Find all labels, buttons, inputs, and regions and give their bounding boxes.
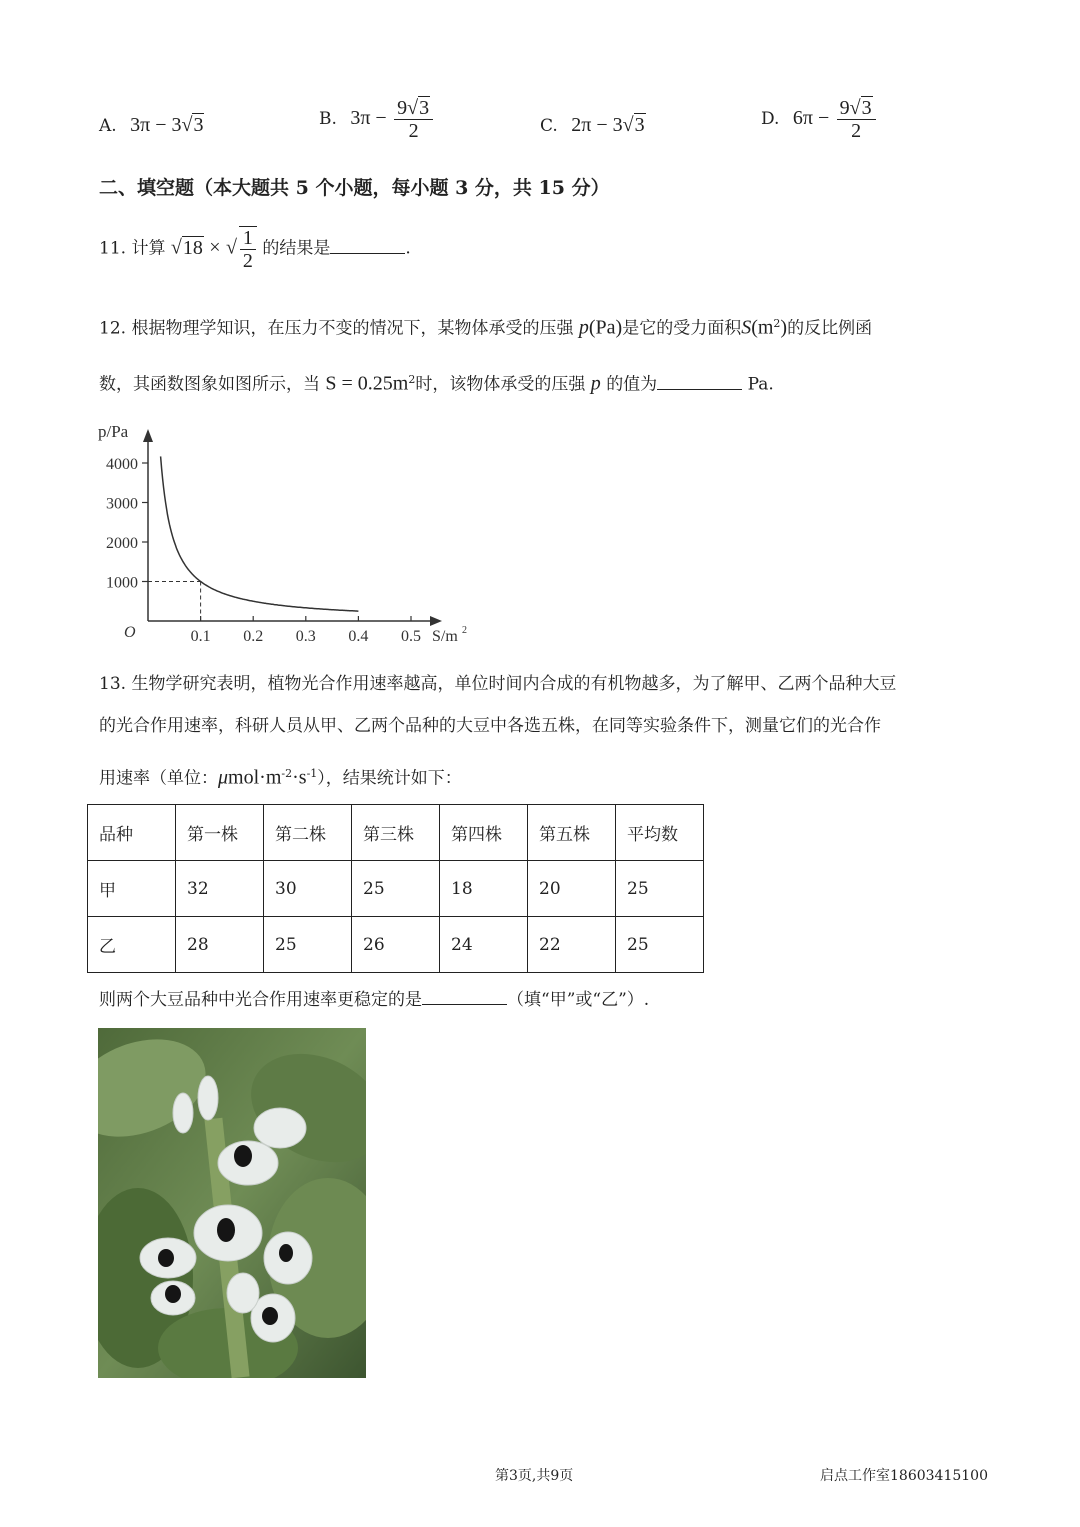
option-b-fraction: $\frac{9√3}{2}$	[394, 97, 433, 142]
table-cell: 22	[528, 917, 616, 973]
table-cell: 25	[352, 861, 440, 917]
question-11: 11. 计算 √18 × √ $\frac{1}{2}$ 的结果是 .	[99, 227, 411, 272]
y-axis-arrow	[143, 429, 153, 442]
option-b: B. 3π − $\frac{9√3}{2}$	[319, 97, 433, 142]
x-tick-label: 0.5	[401, 628, 421, 645]
y-tick-label: 4000	[106, 456, 138, 473]
table-header: 第四株	[440, 805, 528, 861]
table-cell: 25	[616, 917, 704, 973]
question-13-prompt: 则两个大豆品种中光合作用速率更稳定的是 （填“甲”或“乙”）.	[99, 990, 650, 1010]
table-header: 第一株	[176, 805, 264, 861]
table-header: 第五株	[528, 805, 616, 861]
table-row	[88, 917, 704, 973]
table-cell: 28	[176, 917, 264, 973]
y-tick-label: 2000	[106, 535, 138, 552]
table-header-row	[88, 805, 704, 861]
question-12-line-1: 12. 根据物理学知识，在压力不变的情况下，某物体承受的压强 p(Pa)是它的受力面积$S(m^2)$的反比例函	[99, 316, 873, 339]
question-12-line-2: 数，其函数图象如图所示，当 $S = 0.25m^2$时，该物体承受的压强 p 的值为 Pa.	[99, 372, 774, 395]
table-cell: 26	[352, 917, 440, 973]
table-cell: 甲	[88, 861, 176, 917]
y-axis-label: p/Pa	[98, 422, 129, 441]
table-cell: 20	[528, 861, 616, 917]
answer-blank-12[interactable]	[657, 389, 742, 390]
origin-label: O	[124, 624, 136, 641]
table-cell: 24	[440, 917, 528, 973]
table-cell: 25	[264, 917, 352, 973]
table-cell: 25	[616, 861, 704, 917]
question-13-line-1: 13. 生物学研究表明，植物光合作用速率越高，单位时间内合成的有机物越多，为了解甲、乙两个品种大豆	[99, 674, 897, 694]
studio-contact: 启点工作室18603415100	[820, 1468, 988, 1484]
table-header: 品种	[88, 805, 176, 861]
option-c: C. 2π − 3√3	[540, 114, 645, 136]
option-d: D. 6π − $\frac{9√3}{2}$	[761, 97, 876, 142]
y-tick-label: 3000	[106, 495, 138, 513]
question-13-line-3: 用速率（单位：$\mu mol\cdot m^{-2}\cdot s^{-1}$），结果统计如下：	[99, 766, 462, 789]
x-tick-label: 0.1	[190, 628, 211, 645]
answer-blank-11[interactable]	[330, 253, 405, 254]
table-cell: 30	[264, 861, 352, 917]
pressure-area-chart	[90, 415, 490, 650]
inverse-curve	[161, 456, 359, 611]
x-tick-label: 0.4	[348, 628, 369, 645]
page-number: 第3页,共9页	[495, 1468, 574, 1484]
table-cell: 32	[176, 861, 264, 917]
x-axis-label-superscript: 2	[462, 625, 467, 636]
table-header: 平均数	[616, 805, 704, 861]
x-axis-arrow	[430, 616, 442, 626]
y-tick-label: 1000	[106, 574, 138, 592]
x-axis-label: S/m	[432, 628, 458, 645]
photosynthesis-table	[87, 804, 704, 973]
table-cell: 乙	[88, 917, 176, 973]
x-tick-label: 0.3	[295, 628, 316, 645]
section-heading: 二、填空题（本大题共 5 个小题，每小题 3 分，共 15 分）	[99, 177, 610, 199]
table-row	[88, 861, 704, 917]
question-13-line-2: 的光合作用速率，科研人员从甲、乙两个品种的大豆中各选五株，在同等实验条件下，测量它们的光合作	[99, 716, 881, 736]
x-tick-label: 0.2	[243, 628, 264, 645]
q11-fraction: $\frac{1}{2}$	[239, 226, 257, 272]
option-a: A. 3π − 3√3	[99, 114, 204, 136]
bean-flower-photo	[98, 1028, 366, 1378]
option-d-fraction: $\frac{9√3}{2}$	[837, 97, 876, 142]
table-header: 第二株	[264, 805, 352, 861]
answer-blank-13[interactable]	[422, 1004, 507, 1005]
table-cell: 18	[440, 861, 528, 917]
table-header: 第三株	[352, 805, 440, 861]
